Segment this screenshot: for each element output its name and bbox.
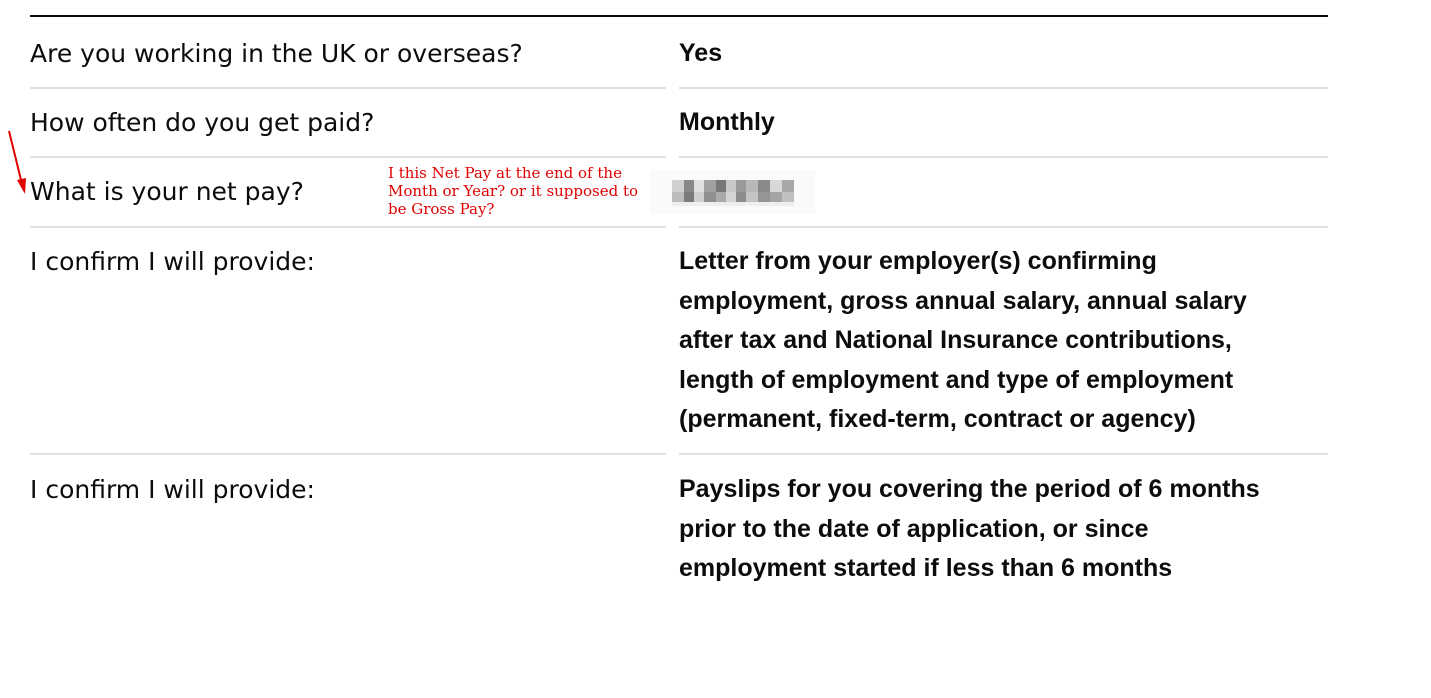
answer-pay-frequency: Monthly [679,108,775,136]
answer-payslips: Payslips for you covering the period of 6 months prior to the date of application, or since employment started if less than 6 months [679,475,1260,582]
question-working-location: Are you working in the UK or overseas? [30,39,523,68]
row-divider [679,453,1328,455]
row-divider [30,453,666,455]
row-divider [30,156,666,158]
annotation-arrow-icon [4,128,34,200]
row-divider [30,226,666,228]
question-confirm-provide: I confirm I will provide: [30,247,315,276]
question-net-pay: What is your net pay? [30,177,304,206]
row-divider [30,87,666,89]
row-divider [679,226,1328,228]
question-confirm-provide: I confirm I will provide: [30,475,315,504]
answer-employer-letter: Letter from your employer(s) confirming employment, gross annual salary, annual salary after tax and National Insurance contributions, length of employment and type of employment (permanent, fixed-term, contract or agency) [679,247,1247,433]
redacted-net-pay-value [650,170,815,214]
top-rule [30,15,1328,17]
row-divider [679,156,1328,158]
row-divider [679,87,1328,89]
answer-working-location: Yes [679,39,723,67]
question-pay-frequency: How often do you get paid? [30,108,375,137]
review-annotation-note: I this Net Pay at the end of the Month or Year? or it supposed to be Gross Pay? [388,164,639,218]
